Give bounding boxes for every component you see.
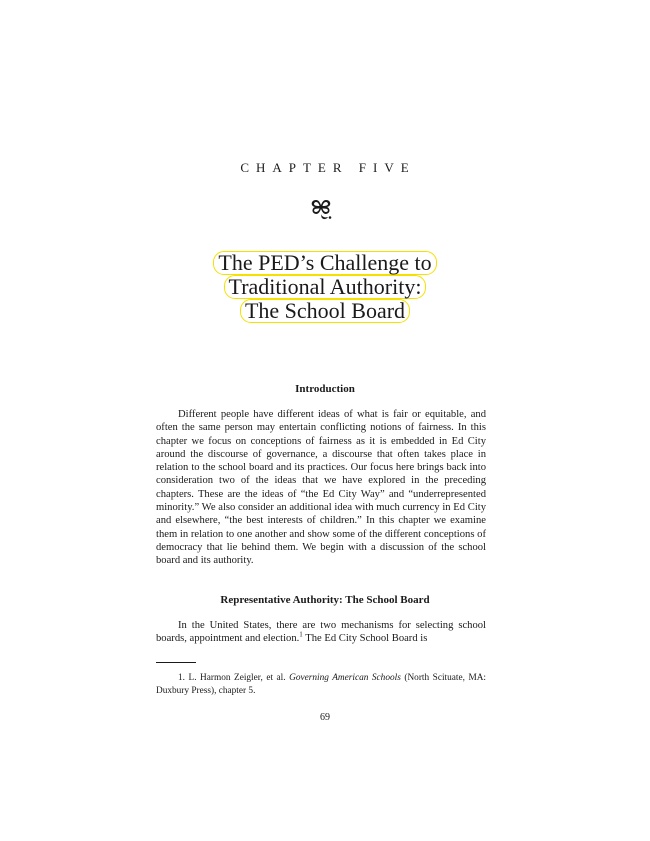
footnote-author: L. Harmon Zeigler, et al.: [188, 673, 286, 683]
footnote-number: 1.: [178, 673, 185, 683]
footnote-rest: (North Scituate, MA: Duxbury Press), chapter 5.: [156, 673, 487, 696]
title-line-3: The School Board: [240, 299, 410, 323]
footnote-reference: 1: [299, 630, 303, 639]
page-number: 69: [320, 712, 330, 723]
title-line-2: Traditional Authority:: [224, 275, 427, 299]
footnote: [156, 672, 486, 697]
fleuron-icon: [307, 196, 335, 224]
chapter-label: CHAPTER FIVE: [240, 160, 416, 175]
footnote-book-title: Governing American Schools: [289, 673, 401, 683]
chapter-title: [0, 250, 650, 322]
section-heading-introduction: Introduction: [295, 383, 355, 395]
representative-paragraph-text: In the United States, there are two mechanisms for selecting school boards, appointment and election.: [156, 620, 486, 645]
representative-paragraph: [156, 619, 486, 646]
introduction-paragraph: Different people have different ideas of what is fair or equitable, and often the same person may entertain conflicting notions of fairness. In this chapter we focus on conceptions of fairness as it is embedded in Ed City around the discourse of governance, a discourse that often takes place in relation to the school board and its practices. Our focus here brings back into consideration two of the ideas that we have explored in the preceding chapters. These are the ideas of “the Ed City Way” and “underrepresented minority.” We also consider an additional idea with much currency in Ed City and elsewhere, “the best interests of children.” In this chapter we examine them in relation to one another and show some of the different conceptions of democracy that lie behind them. We begin with a discussion of the school board and its authority.: [156, 409, 486, 567]
section-heading-representative-authority: Representative Authority: The School Board: [220, 594, 430, 606]
title-line-1: The PED’s Challenge to: [213, 251, 436, 275]
representative-paragraph-tail: The Ed City School Board is: [302, 633, 428, 645]
footnote-divider: [156, 662, 196, 663]
